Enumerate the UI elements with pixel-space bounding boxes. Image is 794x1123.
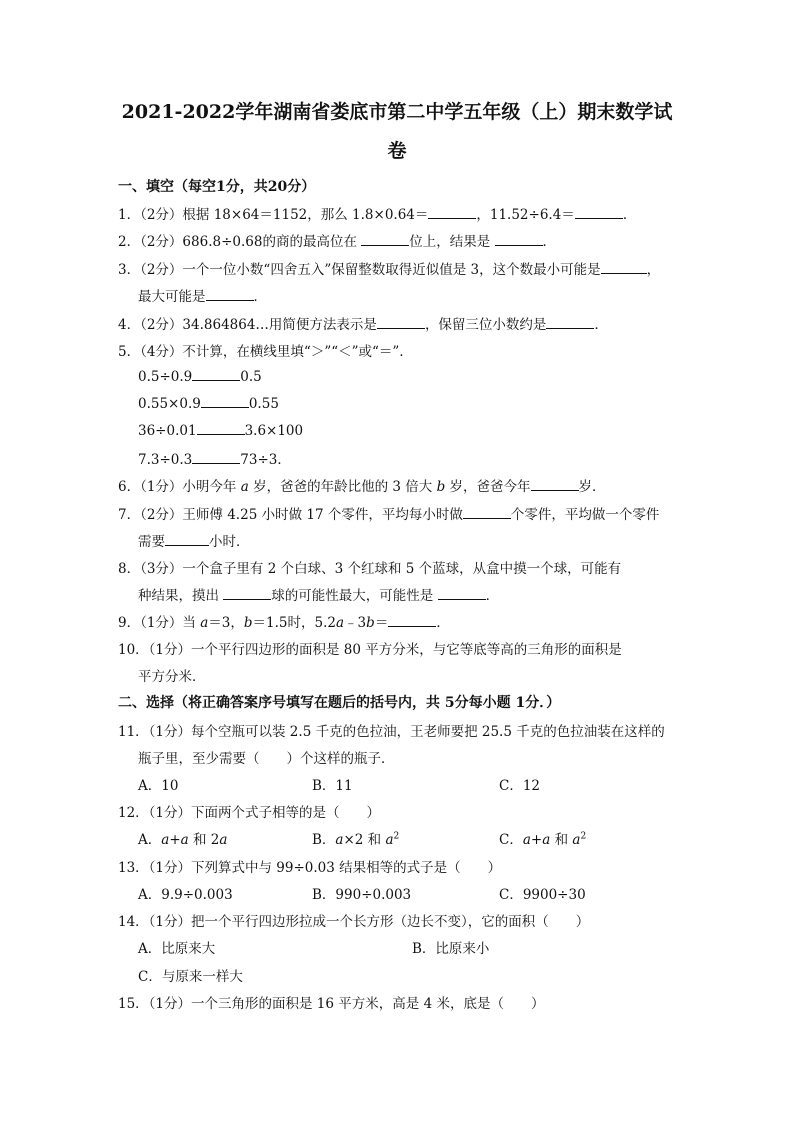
question-10-cont: 平方分米． bbox=[138, 669, 206, 685]
page-title-line-1: 2021-2022学年湖南省娄底市第二中学五年级（上）期末数学试 bbox=[121, 101, 673, 123]
question-4 bbox=[118, 313, 608, 333]
q12-option-b bbox=[312, 828, 399, 848]
question-3-cont bbox=[138, 285, 267, 305]
q9-var-d: b bbox=[366, 615, 375, 631]
q5-r1-right: 0.5 bbox=[240, 369, 262, 385]
q12-a-plus: + bbox=[169, 832, 181, 848]
question-1 bbox=[118, 203, 636, 223]
q3-text-d: ． bbox=[253, 289, 267, 305]
q7-text-b: 个零件，平均做一个零件 bbox=[510, 507, 660, 523]
q1-text-c: ． bbox=[622, 207, 637, 223]
q1-text-b: ，11.52÷6.4＝ bbox=[476, 207, 575, 223]
q11-option-a: A．10 bbox=[138, 778, 179, 794]
q12-b-exponent: 2 bbox=[393, 831, 400, 842]
q12-a-text: A． bbox=[138, 832, 162, 848]
q12-b-var1: a bbox=[335, 832, 344, 848]
question-13: 13．（1分）下列算式中与 99÷0.03 结果相等的式子是（ ） bbox=[118, 860, 502, 876]
q6-var-b: b bbox=[436, 479, 446, 495]
answer-blank bbox=[192, 367, 240, 381]
q5-r2-left: 0.55×0.9 bbox=[138, 396, 201, 412]
q13-option-a: A．9.9÷0.003 bbox=[138, 887, 233, 903]
q9-var-a: a bbox=[200, 615, 209, 631]
q14-option-b: B．比原来小 bbox=[412, 941, 490, 957]
q8-text-b: 种结果，摸出 bbox=[138, 588, 224, 604]
q12-option-a bbox=[138, 828, 227, 848]
q13-option-b: B．990÷0.003 bbox=[312, 887, 412, 903]
answer-blank bbox=[223, 586, 271, 600]
question-12: 12．（1分）下面两个式子相等的是（ ） bbox=[118, 805, 381, 821]
q12-option-c bbox=[499, 828, 586, 848]
q5-r3-right: 3.6×100 bbox=[244, 423, 304, 439]
q2-text-a: 2．（2分）686.8÷0.68的商的最高位在 bbox=[118, 234, 362, 250]
q7-text-d: 小时． bbox=[209, 534, 250, 550]
q9-text-f: ． bbox=[436, 615, 450, 631]
q13-option-c: C．9900÷30 bbox=[499, 887, 586, 903]
answer-blank bbox=[601, 260, 647, 274]
q9-text-b: ＝3， bbox=[208, 615, 244, 631]
q12-c-and: 和 bbox=[550, 832, 573, 848]
q9-var-b: b bbox=[243, 615, 253, 631]
q6-text-c: 岁，爸爸今年 bbox=[445, 479, 531, 495]
question-9 bbox=[118, 611, 450, 631]
q9-text-e: ＝ bbox=[374, 615, 389, 631]
q4-text-c: ． bbox=[594, 317, 608, 333]
q11-option-b: B．11 bbox=[312, 778, 353, 794]
answer-blank bbox=[428, 205, 476, 219]
q8-text-d: ． bbox=[485, 588, 500, 604]
q12-a-var3: a bbox=[219, 832, 228, 848]
question-6 bbox=[118, 475, 606, 495]
q12-b-text: B． bbox=[312, 832, 336, 848]
q5-r1-left: 0.5÷0.9 bbox=[138, 369, 193, 385]
q9-text-d: ﹣3 bbox=[344, 615, 367, 631]
question-11: 11．（1分）每个空瓶可以装 2.5 千克的色拉油，王老师要把 25.5 千克的色拉油装在这样的 bbox=[118, 724, 665, 740]
answer-blank bbox=[361, 232, 409, 246]
answer-blank bbox=[192, 450, 240, 464]
section-1-header: 一、填空（每空1分，共20分） bbox=[118, 179, 316, 195]
answer-blank bbox=[206, 287, 254, 301]
q12-c-var1: a bbox=[522, 832, 531, 848]
q3-text-a: 3．（2分）一个一位小数“四舍五入”保留整数取得近似值是 3，这个数最小可能是 bbox=[118, 262, 601, 278]
answer-blank bbox=[197, 421, 245, 435]
q5-row-2 bbox=[138, 394, 279, 412]
q9-text-c: ＝1.5时，5.2 bbox=[252, 615, 336, 631]
q9-text-a: 9．（1分）当 bbox=[118, 615, 201, 631]
q12-a-and: 和 2 bbox=[188, 832, 220, 848]
q3-text-b: ， bbox=[646, 262, 661, 278]
q5-r2-right: 0.55 bbox=[248, 396, 279, 412]
q5-r4-left: 7.3÷0.3 bbox=[138, 452, 193, 468]
question-14: 14．（1分）把一个平行四边形拉成一个长方形（边长不变），它的面积（ ） bbox=[118, 914, 590, 930]
answer-blank bbox=[495, 232, 543, 246]
question-8: 8．（3分）一个盒子里有 2 个白球、3 个红球和 5 个蓝球，从盒中摸一个球，可能有 bbox=[118, 561, 622, 577]
q4-text-a: 4．（2分）34.864864…用简便方法表示是 bbox=[118, 317, 377, 333]
q5-r4-right: 73÷3． bbox=[240, 452, 291, 468]
q1-text-a: 1．（2分）根据 18×64＝1152，那么 1.8×0.64＝ bbox=[118, 207, 429, 223]
answer-blank bbox=[377, 315, 425, 329]
question-8-cont bbox=[138, 584, 499, 604]
q6-text-d: 岁． bbox=[578, 479, 606, 495]
question-10: 10．（1分）一个平行四边形的面积是 80 平方分米，与它等底等高的三角形的面积是 bbox=[118, 642, 622, 658]
q2-text-b: 位上，结果是 bbox=[409, 234, 495, 250]
question-3 bbox=[118, 258, 660, 278]
answer-blank bbox=[546, 315, 594, 329]
q3-text-c: 最大可能是 bbox=[138, 289, 206, 305]
q5-row-4 bbox=[138, 448, 291, 468]
question-7 bbox=[118, 503, 659, 523]
question-2 bbox=[118, 230, 556, 250]
q12-a-var2: a bbox=[180, 832, 189, 848]
answer-blank bbox=[531, 477, 579, 491]
q12-b-times: ×2 和 bbox=[343, 832, 386, 848]
page-title-line-2: 卷 bbox=[387, 140, 407, 162]
q11-option-c: C．12 bbox=[499, 778, 541, 794]
q7-text-c: 需要 bbox=[138, 534, 165, 550]
q4-text-b: ，保留三位小数约是 bbox=[424, 317, 547, 333]
q14-option-c: C．与原来一样大 bbox=[138, 969, 243, 985]
q5-row-3 bbox=[138, 421, 303, 439]
q12-c-var2: a bbox=[542, 832, 551, 848]
q6-text-a: 6．（1分）小明今年 bbox=[118, 479, 241, 495]
q12-c-text: C． bbox=[499, 832, 523, 848]
q5-row-1 bbox=[138, 367, 262, 385]
answer-blank bbox=[388, 613, 436, 627]
q2-text-c: ． bbox=[542, 234, 557, 250]
q12-a-var1: a bbox=[161, 832, 170, 848]
question-11-cont: 瓶子里，至少需要（ ）个这样的瓶子． bbox=[138, 751, 395, 767]
question-15: 15．（1分）一个三角形的面积是 16 平方米，高是 4 米，底是（ ） bbox=[118, 996, 545, 1012]
q6-text-b: 岁，爸爸的年龄比他的 3 倍大 bbox=[248, 479, 437, 495]
q12-c-var3: a bbox=[572, 832, 581, 848]
q12-c-plus: + bbox=[530, 832, 543, 848]
answer-blank bbox=[575, 205, 623, 219]
q7-text-a: 7．（2分）王师傅 4.25 小时做 17 个零件，平均每小时做 bbox=[118, 507, 463, 523]
q6-var-a: a bbox=[240, 479, 249, 495]
section-2-header: 二、选择（将正确答案序号填写在题后的括号内，共 5分每小题 1分．） bbox=[118, 695, 561, 711]
answer-blank bbox=[201, 394, 249, 408]
q14-option-a: A．比原来大 bbox=[138, 941, 216, 957]
q8-text-c: 球的可能性最大，可能性是 bbox=[271, 588, 438, 604]
q9-var-c: a bbox=[336, 615, 345, 631]
question-5: 5．（4分）不计算，在横线里填“＞”“＜”或“＝”． bbox=[118, 344, 413, 360]
q12-c-exponent: 2 bbox=[580, 831, 587, 842]
q5-r3-left: 36÷0.01 bbox=[138, 423, 197, 439]
q12-b-var2: a bbox=[385, 832, 394, 848]
answer-blank bbox=[463, 505, 511, 519]
answer-blank bbox=[165, 532, 209, 546]
question-7-cont bbox=[138, 530, 250, 550]
answer-blank bbox=[438, 586, 486, 600]
